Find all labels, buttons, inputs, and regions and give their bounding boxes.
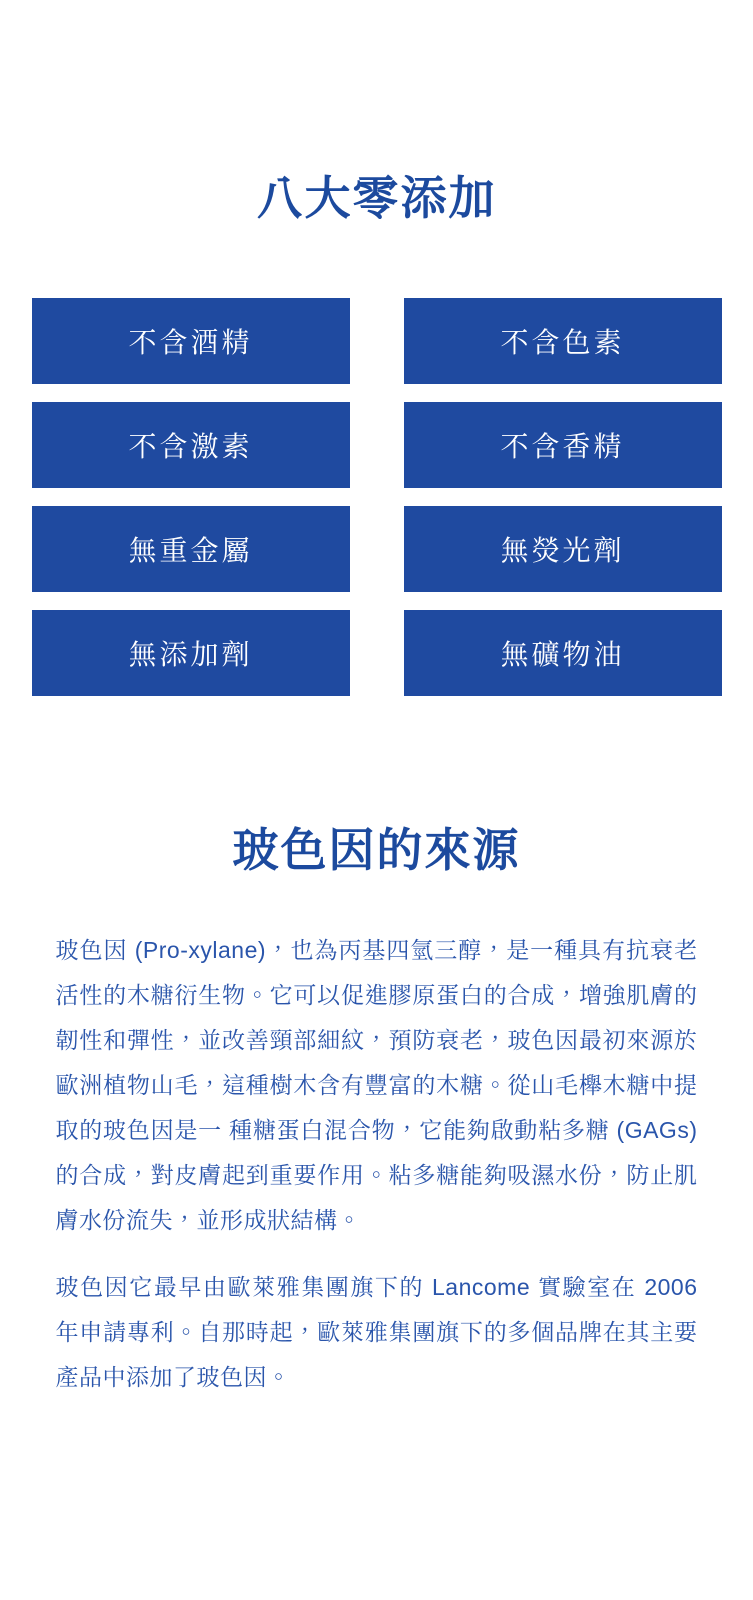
zero-additives-grid [32, 298, 722, 696]
badge-item: 無熒光劑 [404, 506, 722, 592]
badge-item: 無重金屬 [32, 506, 350, 592]
badge-item: 不含香精 [404, 402, 722, 488]
badge-item: 不含色素 [404, 298, 722, 384]
page-title: 八大零添加 [256, 171, 497, 224]
badge-item: 無礦物油 [404, 610, 722, 696]
proxylane-source-section [0, 814, 753, 1400]
section-title: 玻色因的來源 [232, 824, 521, 876]
badge-item: 不含激素 [32, 402, 350, 488]
paragraph: 玻色因 (Pro-xylane)，也為丙基四氫三醇，是一種具有抗衰老活性的木糖衍生物。它可以促進膠原蛋白的合成，增強肌膚的韌性和彈性，並改善頸部細紋，預防衰老，玻色因最初來源於歐洲植物山毛，這種樹木含有豐富的木糖。從山毛櫸木糖中提取的玻色因是一 種糖蛋白混合物，它能夠啟動粘多糖 (GAGs) 的合成，對皮膚起到重要作用。粘多糖能夠吸濕水份，防止肌膚水份流失，並形成狀結構。 [55, 937, 698, 1233]
paragraph: 玻色因它最早由歐萊雅集團旗下的 Lancome 實驗室在 2006 年申請專利。自那時起，歐萊雅集團旗下的多個品牌在其主要產品中添加了玻色因。 [55, 1274, 698, 1390]
badge-item: 無添加劑 [32, 610, 350, 696]
body-copy [32, 928, 722, 1400]
badge-item: 不含酒精 [32, 298, 350, 384]
zero-additives-section [0, 0, 753, 696]
